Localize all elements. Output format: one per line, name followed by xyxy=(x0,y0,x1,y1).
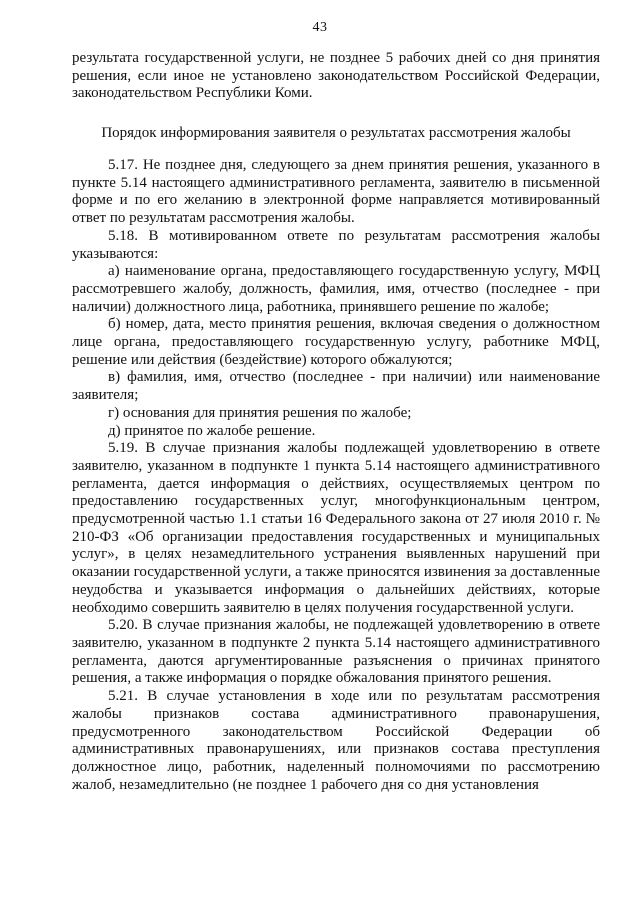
paragraph-5-21: 5.21. В случае установления в ходе или по результатам рассмотрения жалобы признаков состава административного правонарушения, предусмотренного законодательством Российской Федерации об административных правонарушениях, или признаков состава преступления должностное лицо, работник, наделенный полномочиями по рассмотрению жалоб, незамедлительно (не позднее 1 рабочего дня со дня установления xyxy=(72,688,600,793)
paragraph-5-18: 5.18. В мотивированном ответе по результатам рассмотрения жалобы указываются: xyxy=(72,227,600,262)
paragraph-5-19: 5.19. В случае признания жалобы подлежащей удовлетворению в ответе заявителю, указанном в подпункте 1 пункта 5.14 настоящего административного регламента, дается информация о действиях, осуществляемых центром по предоставлению государственных услуг, многофункциональным центром, предусмотренной частью 1.1 статьи 16 Федерального закона от 27 июля 2010 г. № 210-ФЗ «Об организации предоставления государственных и муниципальных услуг», в целях незамедлительного устранения выявленных нарушений при оказании государственной услуги, а также приносятся извинения за доставленные неудобства и указывается информация о дальнейших действиях, которые необходимо совершить заявителю в целях получения государственной услуги. xyxy=(72,440,600,616)
continuation-paragraph: результата государственной услуги, не позднее 5 рабочих дней со дня принятия решения, если иное не установлено законодательством Российской Федерации, законодательством Республики Коми. xyxy=(72,50,600,102)
list-item-b: б) номер, дата, место принятия решения, включая сведения о должностном лице органа, предоставляющего государственную услугу, работнике МФЦ, решение или действия (бездействие) которого обжалуются; xyxy=(72,316,600,368)
list-item-a: а) наименование органа, предоставляющего государственную услугу, МФЦ рассмотревшего жалобу, должность, фамилия, имя, отчество (последнее - при наличии) должностного лица, работника, принявшего решение по жалобе; xyxy=(72,263,600,315)
list-item-v: в) фамилия, имя, отчество (последнее - при наличии) или наименование заявителя; xyxy=(72,369,600,404)
section-heading: Порядок информирования заявителя о результатах рассмотрения жалобы xyxy=(101,125,571,141)
page-number: 43 xyxy=(312,20,328,35)
list-item-d: д) принятое по жалобе решение. xyxy=(108,422,316,439)
paragraph-5-20: 5.20. В случае признания жалобы, не подлежащей удовлетворению в ответе заявителю, указанном в подпункте 2 пункта 5.14 настоящего административного регламента, даются аргументированные разъяснения о причинах принятого решения, а также информация о порядке обжалования принятого решения. xyxy=(72,617,600,687)
paragraph-5-17: 5.17. Не позднее дня, следующего за днем принятия решения, указанного в пункте 5.14 настоящего административного регламента, заявителю в письменной форме и по его желанию в электронной форме направляется мотивированный ответ по результатам рассмотрения жалобы. xyxy=(72,157,600,227)
list-item-g: г) основания для принятия решения по жалобе; xyxy=(108,404,412,421)
main-text-block xyxy=(72,157,600,794)
top-text-block xyxy=(72,50,600,103)
